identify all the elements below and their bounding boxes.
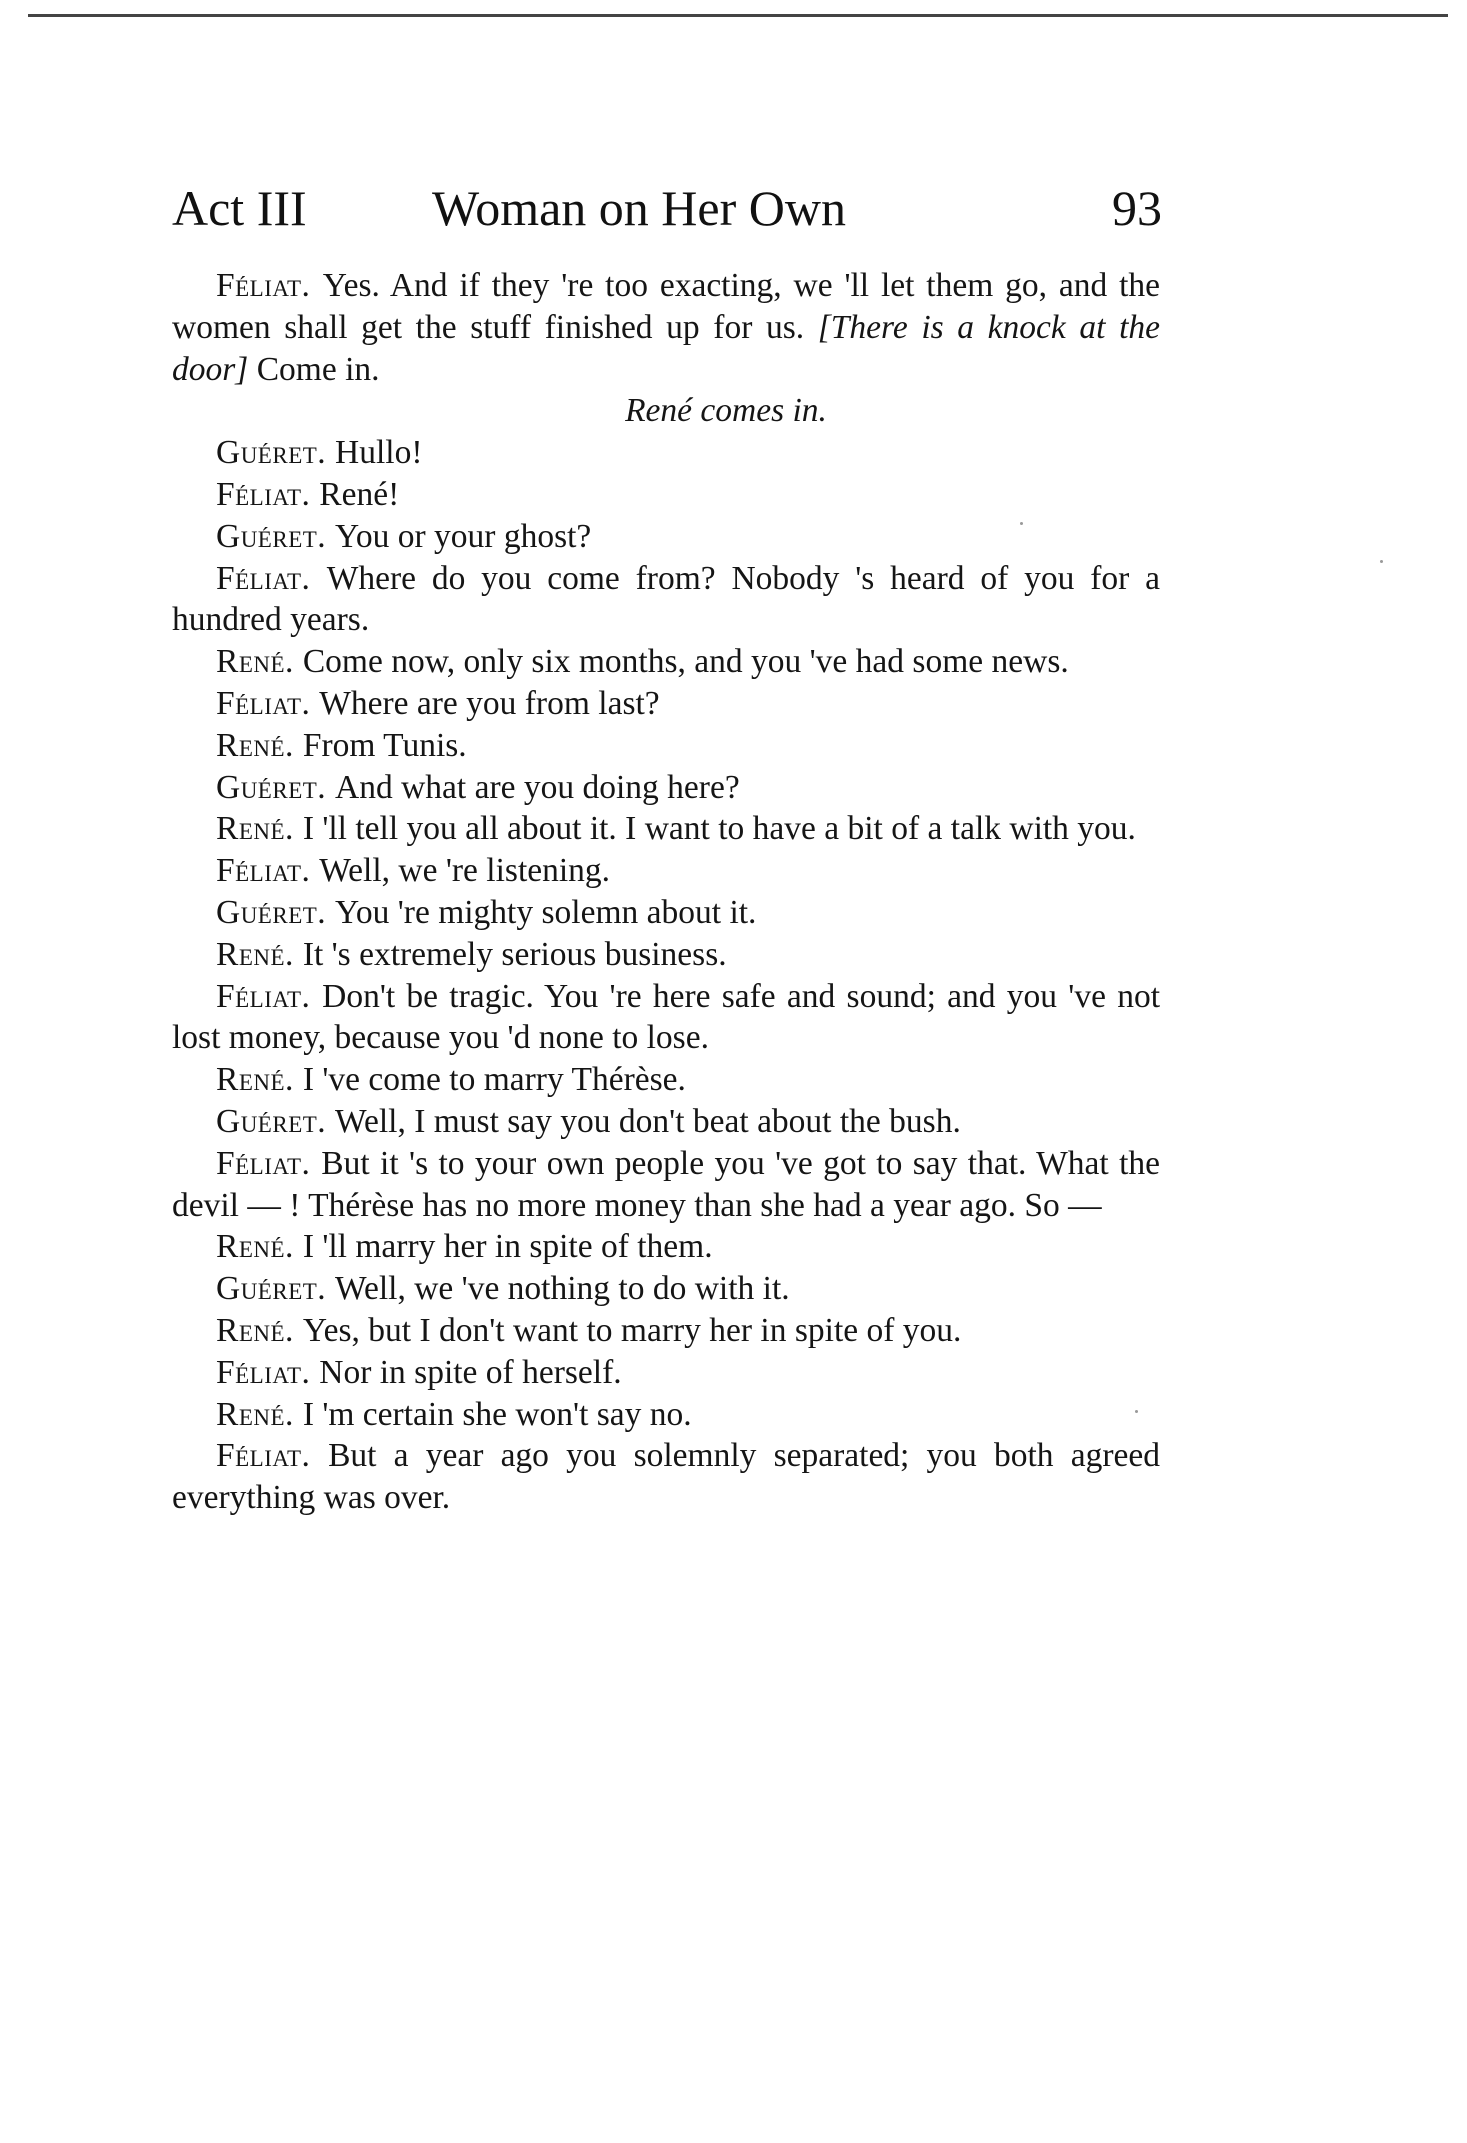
dialogue-line (172, 474, 1160, 516)
speaker-name: Guéret. (216, 434, 327, 472)
dialogue-line (172, 892, 1160, 934)
speaker-name: Guéret. (216, 893, 327, 931)
speech-text: But it 's to your own people you 've got to say that. What the devil — ! Thérèse has no more money than she had a year ago. So — (172, 1144, 1160, 1224)
dialogue-line (172, 934, 1160, 976)
speech-text: But a year ago you solemnly separated; you both agreed everything was over. (172, 1437, 1161, 1517)
page-number: 93 (1112, 180, 1162, 236)
speech-text: Nor in spite of herself. (319, 1353, 622, 1391)
speech-text: I 'm certain she won't say no. (302, 1395, 692, 1433)
dialogue-line (172, 683, 1160, 725)
speech-text: And what are you doing here? (335, 768, 740, 806)
dialogue-line (172, 850, 1160, 892)
paper-speck (1135, 1410, 1138, 1413)
dialogue-line (172, 767, 1160, 809)
dialogue-line (172, 1143, 1160, 1227)
speech-text: Yes, but I don't want to marry her in spite of you. (302, 1311, 962, 1349)
page-title: Woman on Her Own (432, 180, 846, 236)
speech-text: From Tunis. (302, 726, 467, 764)
dialogue-line (172, 1310, 1160, 1352)
paper-speck (1380, 560, 1383, 563)
speech-text: I 'll marry her in spite of them. (302, 1228, 713, 1266)
speech-text: Yes. And if they 're too exacting, we 'll let them go, and the women shall get the stuff finished up for us. (172, 267, 1161, 346)
dialogue-line (172, 1352, 1160, 1394)
dialogue-line (172, 265, 1160, 390)
speaker-name: René. (216, 810, 294, 848)
speech-text: Where are you from last? (319, 684, 660, 722)
speaker-name: Féliat. (216, 267, 311, 304)
speech-text: I 've come to marry Thérèse. (302, 1061, 686, 1099)
speaker-name: Féliat. (216, 1144, 311, 1182)
dialogue-line (172, 641, 1160, 683)
speaker-name: Guéret. (216, 517, 327, 555)
top-rule (28, 14, 1448, 17)
speech-text: It 's extremely serious business. (302, 935, 727, 973)
speaker-name: René. (216, 1228, 294, 1266)
dialogue-line (172, 432, 1160, 474)
speech-text: René! (319, 475, 400, 513)
speaker-name: Féliat. (216, 1353, 311, 1391)
speaker-name: René. (216, 1311, 294, 1349)
speaker-name: Féliat. (216, 1437, 311, 1475)
speech-text: Where do you come from? Nobody 's heard of you for a hundred years. (172, 559, 1160, 639)
dialogue-line (172, 976, 1160, 1060)
dialogue-line (172, 1226, 1160, 1268)
speech-text: You or your ghost? (335, 517, 592, 555)
dialogue-line (172, 725, 1160, 767)
stage-direction: René comes in. (625, 392, 827, 430)
speaker-name: Guéret. (216, 1270, 327, 1308)
speech-text: Hullo! (335, 434, 423, 472)
dialogue-line (172, 1268, 1160, 1310)
dialogue-line (172, 1059, 1160, 1101)
dialogue-line (172, 1394, 1160, 1436)
inline-stage-direction: [There is a knock at the door] (172, 308, 1160, 388)
speaker-name: Féliat. (216, 559, 311, 597)
speaker-name: Féliat. (216, 475, 311, 513)
play-text (172, 265, 1160, 1519)
dialogue-line (172, 558, 1160, 642)
running-header (172, 178, 1162, 238)
speaker-name: René. (216, 726, 294, 764)
speech-text: I 'll tell you all about it. I want to have a bit of a talk with you. (302, 810, 1136, 848)
dialogue-line (172, 808, 1160, 850)
dialogue-line (172, 1435, 1160, 1519)
speaker-name: René. (216, 935, 294, 973)
paper-speck (1020, 522, 1023, 525)
act-label: Act III (172, 180, 307, 236)
speaker-name: Féliat. (216, 852, 311, 890)
speech-text: Come in. (256, 350, 380, 388)
speaker-name: Guéret. (216, 1102, 327, 1140)
dialogue-line (172, 1101, 1160, 1143)
speaker-name: Féliat. (216, 684, 311, 722)
speaker-name: René. (216, 643, 294, 681)
speaker-name: René. (216, 1395, 294, 1433)
speech-text: Well, I must say you don't beat about the bush. (335, 1102, 961, 1140)
speech-text: Well, we 've nothing to do with it. (335, 1270, 790, 1308)
speaker-name: Féliat. (216, 977, 311, 1015)
speech-text: Don't be tragic. You 're here safe and sound; and you 've not lost money, because you 'd none to lose. (172, 977, 1160, 1057)
speaker-name: René. (216, 1061, 294, 1099)
speech-text: You 're mighty solemn about it. (335, 893, 757, 931)
speech-text: Well, we 're listening. (319, 852, 611, 890)
speech-text: Come now, only six months, and you 've had some news. (302, 643, 1069, 681)
dialogue-line (172, 516, 1160, 558)
speaker-name: Guéret. (216, 768, 327, 806)
